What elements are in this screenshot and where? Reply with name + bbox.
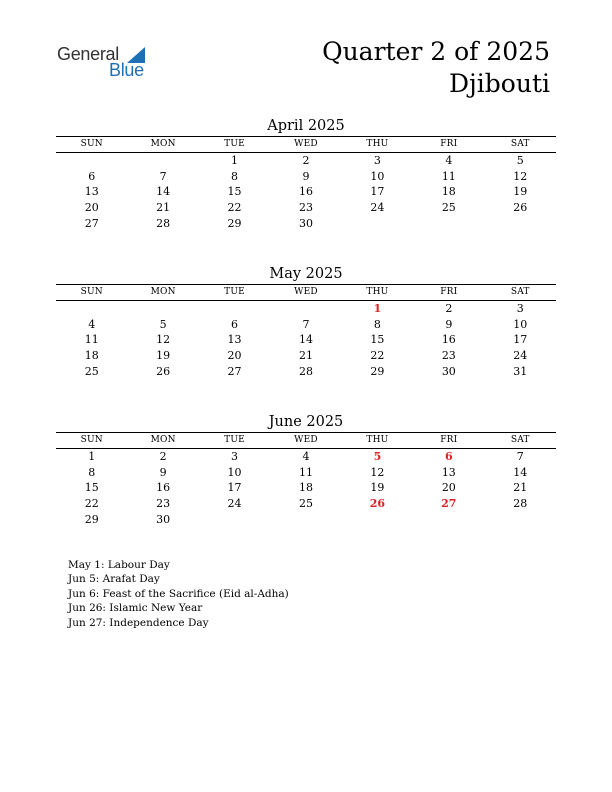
day-cell: 30: [441, 364, 456, 378]
day-cell: 11: [84, 333, 99, 347]
day-cell: 6: [88, 169, 96, 183]
weekday-label: SAT: [510, 139, 530, 149]
month-june: [56, 412, 556, 527]
quarter-title: Quarter 2 of 2025: [322, 37, 550, 66]
logo-general-text: General: [57, 44, 119, 64]
day-cell: 19: [370, 481, 385, 495]
day-cell: 3: [516, 302, 524, 315]
day-cell: 27: [84, 216, 99, 230]
week-row: [56, 449, 556, 465]
day-cell: 15: [227, 185, 242, 199]
holiday-item: Jun 27: Independence Day: [68, 616, 209, 629]
holiday-day-cell: 5: [373, 450, 382, 463]
day-cell: 5: [516, 154, 524, 167]
day-cell: 17: [370, 185, 385, 199]
weekday-label: TUE: [224, 287, 245, 297]
week-row: [56, 364, 556, 380]
weekday-label: FRI: [440, 139, 458, 149]
holiday-item: Jun 6: Feast of the Sacrifice (Eid al-Adha): [68, 587, 289, 600]
day-cell: 23: [156, 497, 171, 511]
week-row: [56, 480, 556, 496]
day-cell: 5: [159, 317, 167, 331]
weekday-label: SUN: [80, 435, 103, 445]
day-cell: 28: [513, 497, 528, 511]
country-name: Djibouti: [449, 69, 550, 98]
day-cell: 23: [298, 201, 313, 215]
day-cell: 25: [441, 201, 456, 215]
day-cell: 8: [231, 169, 239, 183]
day-cell: 28: [298, 364, 313, 378]
day-cell: 16: [441, 333, 456, 347]
weekday-label: FRI: [440, 435, 458, 445]
empty-day-cell: [413, 216, 484, 232]
empty-day-cell: [56, 153, 127, 169]
week-row: [56, 512, 556, 528]
day-cell: 4: [302, 450, 310, 463]
day-cell: 18: [298, 481, 313, 495]
day-cell: 15: [370, 333, 385, 347]
day-cell: 28: [156, 216, 171, 230]
empty-day-cell: [199, 512, 270, 528]
day-cell: 3: [373, 154, 381, 167]
empty-day-cell: [485, 216, 556, 232]
day-cell: 21: [513, 481, 528, 495]
day-cell: 24: [370, 201, 385, 215]
holiday-day-cell: 1: [373, 302, 382, 315]
empty-day-cell: [127, 153, 198, 169]
weekday-label: SAT: [510, 435, 530, 445]
day-cell: 26: [156, 364, 171, 378]
day-cell: 17: [227, 481, 242, 495]
week-row: [56, 465, 556, 481]
week-row: [56, 184, 556, 200]
holiday-day-cell: 6: [444, 450, 453, 463]
holiday-item: Jun 5: Arafat Day: [68, 573, 160, 586]
month-title: May 2025: [269, 266, 343, 282]
day-cell: 21: [298, 349, 313, 363]
day-cell: 11: [298, 465, 313, 479]
weekday-header: [56, 285, 556, 301]
empty-day-cell: [56, 301, 127, 317]
empty-day-cell: [199, 301, 270, 317]
weekday-label: MON: [150, 139, 176, 149]
day-cell: 7: [516, 450, 524, 463]
day-cell: 27: [227, 364, 242, 378]
month-title: June 2025: [268, 414, 344, 430]
empty-day-cell: [270, 512, 341, 528]
month-may: [56, 264, 556, 379]
weekday-label: WED: [294, 139, 318, 149]
day-cell: 2: [159, 450, 167, 463]
day-cell: 1: [231, 154, 239, 167]
day-cell: 10: [227, 465, 242, 479]
weekday-label: SAT: [510, 287, 530, 297]
day-cell: 20: [227, 349, 242, 363]
day-cell: 10: [370, 169, 385, 183]
page-title: [322, 36, 550, 100]
day-cell: 9: [445, 317, 453, 331]
day-cell: 9: [159, 465, 167, 479]
day-cell: 18: [441, 185, 456, 199]
week-row: [56, 348, 556, 364]
week-row: [56, 200, 556, 216]
week-row: [56, 153, 556, 169]
day-cell: 20: [441, 481, 456, 495]
day-cell: 2: [445, 302, 453, 315]
weekday-header: [56, 137, 556, 153]
day-cell: 22: [84, 497, 99, 511]
day-cell: 23: [441, 349, 456, 363]
day-cell: 13: [84, 185, 99, 199]
day-cell: 12: [370, 465, 385, 479]
day-cell: 25: [298, 497, 313, 511]
weekday-label: WED: [294, 287, 318, 297]
day-cell: 13: [441, 465, 456, 479]
day-cell: 8: [88, 465, 96, 479]
day-cell: 22: [227, 201, 242, 215]
week-row: [56, 216, 556, 232]
day-cell: 22: [370, 349, 385, 363]
weekday-label: MON: [150, 287, 176, 297]
weekday-label: THU: [366, 287, 389, 297]
weekday-label: SUN: [80, 139, 103, 149]
weekday-label: FRI: [440, 287, 458, 297]
day-cell: 14: [156, 185, 171, 199]
day-cell: 18: [84, 349, 99, 363]
day-cell: 4: [88, 317, 96, 331]
day-cell: 17: [513, 333, 528, 347]
logo-blue-text: Blue: [109, 60, 144, 80]
day-cell: 7: [302, 317, 310, 331]
weekday-label: TUE: [224, 435, 245, 445]
week-row: [56, 301, 556, 317]
day-cell: 25: [84, 364, 99, 378]
day-cell: 11: [441, 169, 456, 183]
day-cell: 30: [156, 512, 171, 526]
day-cell: 1: [88, 450, 96, 463]
weekday-header: [56, 433, 556, 449]
weekday-label: WED: [294, 435, 318, 445]
day-cell: 14: [298, 333, 313, 347]
day-cell: 3: [231, 450, 239, 463]
day-cell: 21: [156, 201, 171, 215]
month-april: [56, 116, 556, 231]
weekday-label: SUN: [80, 287, 103, 297]
day-cell: 8: [373, 317, 381, 331]
logo: [57, 44, 157, 84]
day-cell: 14: [513, 465, 528, 479]
day-cell: 12: [156, 333, 171, 347]
weekday-label: THU: [366, 139, 389, 149]
empty-day-cell: [127, 301, 198, 317]
day-cell: 29: [84, 512, 99, 526]
weekday-label: TUE: [224, 139, 245, 149]
day-cell: 2: [302, 154, 310, 167]
week-row: [56, 317, 556, 333]
empty-day-cell: [270, 301, 341, 317]
empty-day-cell: [485, 512, 556, 528]
week-row: [56, 332, 556, 348]
day-cell: 16: [298, 185, 313, 199]
day-cell: 24: [227, 497, 242, 511]
day-cell: 12: [513, 169, 528, 183]
weekday-label: THU: [366, 435, 389, 445]
holiday-item: Jun 26: Islamic New Year: [68, 602, 203, 615]
day-cell: 30: [298, 216, 313, 230]
day-cell: 9: [302, 169, 310, 183]
holiday-day-cell: 27: [441, 497, 457, 511]
holiday-item: May 1: Labour Day: [68, 559, 170, 571]
day-cell: 24: [513, 349, 528, 363]
day-cell: 13: [227, 333, 242, 347]
day-cell: 19: [156, 349, 171, 363]
day-cell: 20: [84, 201, 99, 215]
weekday-label: MON: [150, 435, 176, 445]
empty-day-cell: [413, 512, 484, 528]
day-cell: 29: [370, 364, 385, 378]
empty-day-cell: [342, 216, 413, 232]
day-cell: 6: [231, 317, 239, 331]
day-cell: 29: [227, 216, 242, 230]
week-row: [56, 169, 556, 185]
holiday-list: [68, 558, 289, 630]
week-row: [56, 496, 556, 512]
day-cell: 10: [513, 317, 528, 331]
day-cell: 15: [84, 481, 99, 495]
day-cell: 26: [513, 201, 528, 215]
day-cell: 4: [445, 154, 453, 167]
day-cell: 31: [513, 364, 528, 378]
day-cell: 16: [156, 481, 171, 495]
day-cell: 7: [159, 169, 167, 183]
month-title: April 2025: [267, 118, 345, 134]
empty-day-cell: [342, 512, 413, 528]
day-cell: 19: [513, 185, 528, 199]
holiday-day-cell: 26: [369, 497, 386, 511]
